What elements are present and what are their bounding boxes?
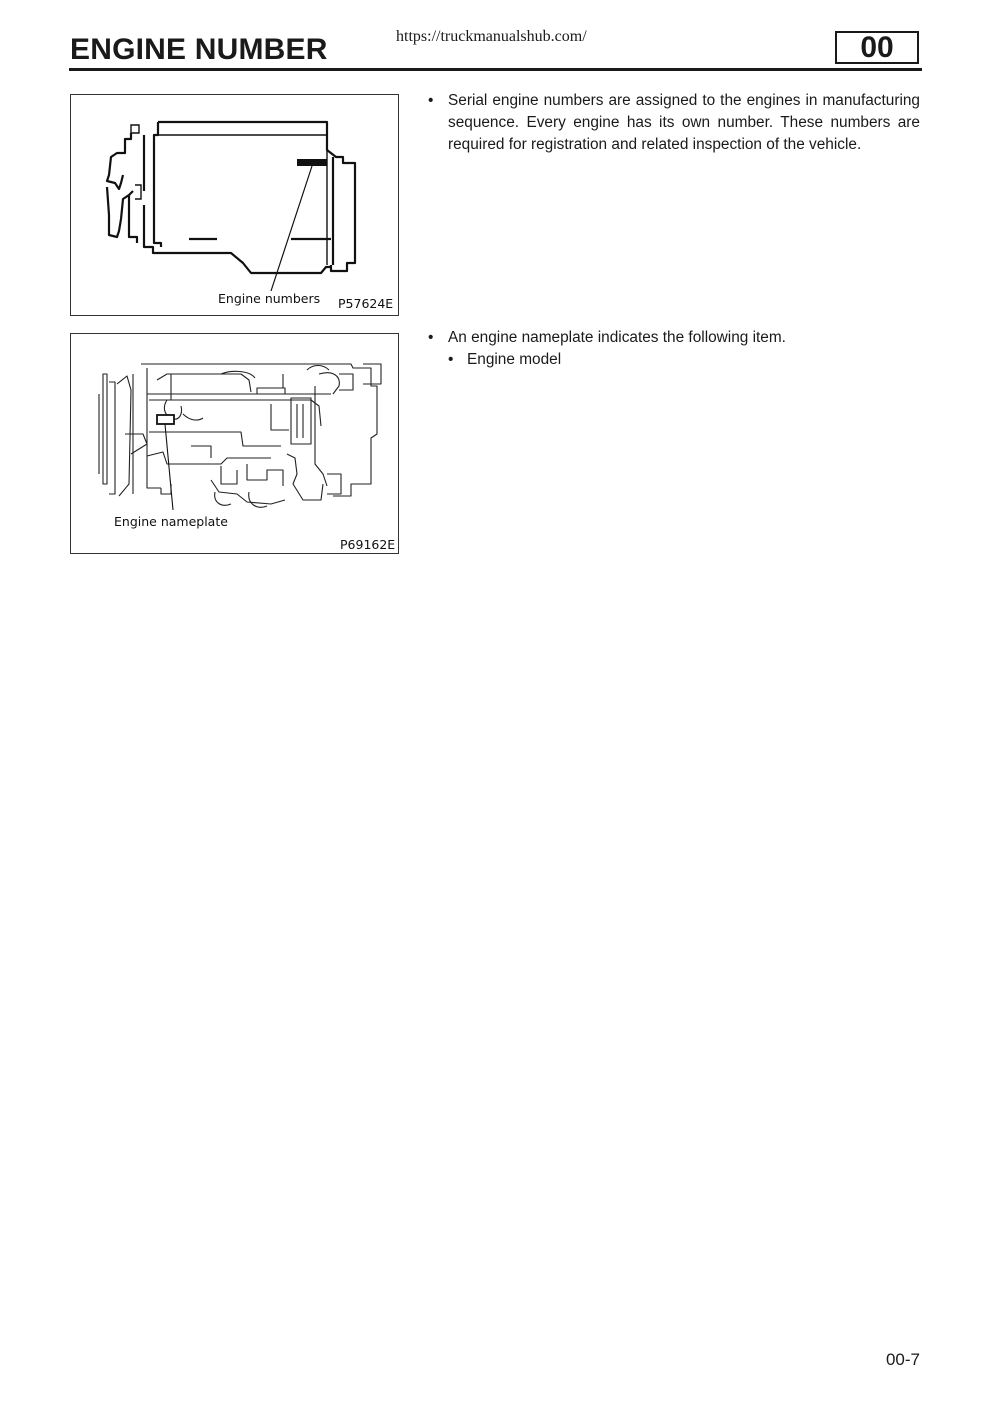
- callout-engine-nameplate: Engine nameplate: [114, 514, 228, 529]
- page-number: 00-7: [885, 1350, 920, 1369]
- figure-code: P57624E: [338, 296, 394, 311]
- header-rule: [69, 68, 922, 71]
- list-item: [428, 327, 920, 371]
- nameplate-marker: [157, 415, 174, 424]
- sub-bullet-list: [448, 349, 920, 371]
- figure-engine-nameplate: [70, 333, 399, 554]
- engine-outline-illustration: [71, 95, 398, 315]
- bullet-list-serial-numbers: [428, 90, 920, 156]
- figure-engine-numbers: [70, 94, 399, 316]
- engine-number-marker: [297, 159, 327, 166]
- list-item: [448, 349, 920, 371]
- bullet-icon: •: [428, 329, 434, 346]
- paragraph-serial-numbers: Serial engine numbers are assigned to the engines in manufacturing sequence. Every engine has its own number. These numbers are required for registration and related inspection of the vehicle.: [448, 92, 920, 153]
- paragraph-nameplate: An engine nameplate indicates the following item.: [448, 329, 786, 346]
- source-url-link[interactable]: https://truckmanualshub.com/: [396, 28, 587, 45]
- figure-code: P69162E: [340, 537, 396, 552]
- section-number-box: 00: [835, 31, 919, 64]
- bullet-icon: •: [428, 92, 434, 109]
- page-title: ENGINE NUMBER: [70, 33, 328, 66]
- list-item: [428, 90, 920, 156]
- sub-item-engine-model: Engine model: [467, 351, 562, 368]
- bullet-list-nameplate: [428, 327, 920, 371]
- bullet-icon: •: [448, 351, 454, 368]
- callout-engine-numbers: Engine numbers: [218, 291, 321, 306]
